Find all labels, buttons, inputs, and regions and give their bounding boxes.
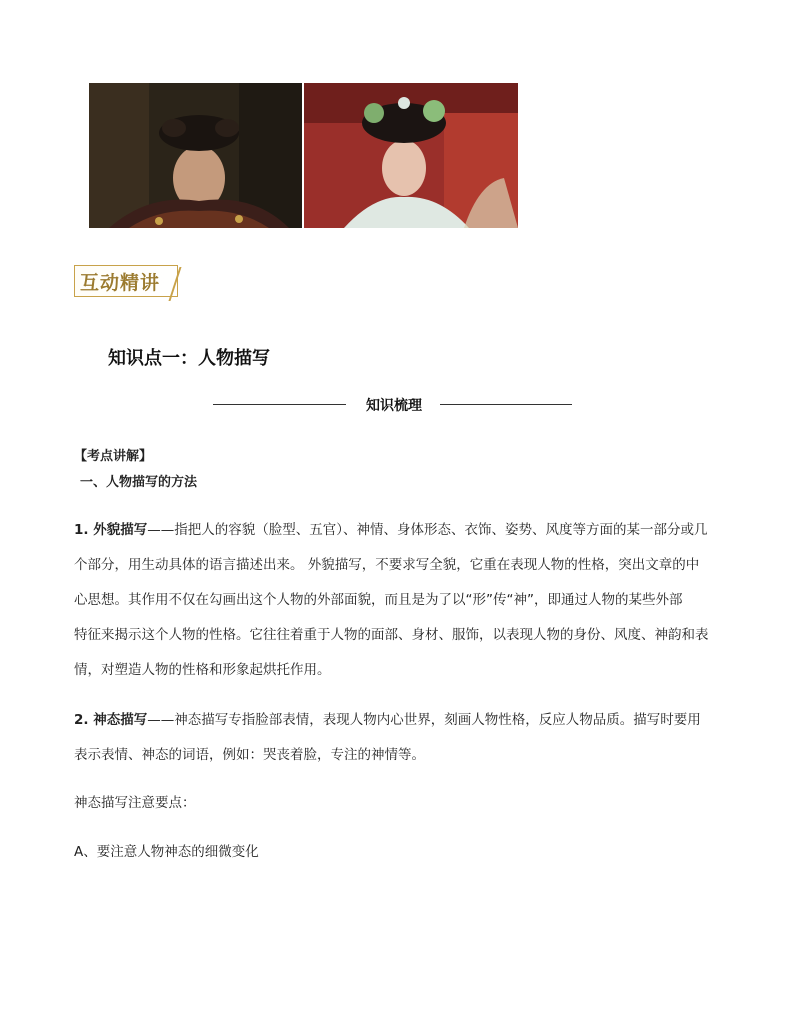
- appearance-text-1: ——指把人的容貌（脸型、五官）、神情、身体形态、衣饰、姿势、风度等方面的某一部分或几: [147, 522, 708, 538]
- banner-title: 互动精讲: [80, 272, 161, 294]
- appearance-lead: 1. 外貌描写: [74, 522, 148, 538]
- knowledge-point-title: 知识点一：人物描写: [108, 348, 270, 369]
- paragraph-expression-line-1: [74, 702, 701, 738]
- photo-right: [304, 83, 518, 228]
- exam-heading: 【考点讲解】: [74, 449, 153, 464]
- paragraph-expression-line-2: 表示表情、神态的词语，例如：哭丧着脸，专注的神情等。: [74, 747, 425, 763]
- paragraph-appearance-line-2: 个部分，用生动具体的语言描述出来。 外貌描写，不要求写全貌，它重在表现人物的性格，突出文章的中: [74, 557, 700, 573]
- expression-lead: 2. 神态描写: [74, 712, 148, 728]
- photo-left: [89, 83, 302, 228]
- divider-line-right: [440, 404, 572, 405]
- divider-line-left: [213, 404, 346, 405]
- expression-text-1: ——神态描写专指脸部表情，表现人物内心世界，刻画人物性格，反应人物品质。描写时要用: [147, 712, 701, 728]
- section-banner: [74, 265, 184, 299]
- paragraph-appearance-line-5: 情，对塑造人物的性格和形象起烘托作用。: [74, 662, 331, 678]
- paragraph-appearance-line-1: [74, 512, 707, 548]
- expression-notes-heading: 神态描写注意要点：: [74, 795, 196, 811]
- paragraph-appearance-line-4: 特征来揭示这个人物的性格。它往往着重于人物的面部、身材、服饰，以表现人物的身份、风度、神韵和表: [74, 627, 709, 643]
- divider-label: 知识梳理: [366, 398, 422, 414]
- paragraph-appearance-line-3: 心思想。其作用不仅在勾画出这个人物的外部面貌，而且是为了以“形”传“神”，即通过人物的某些外部: [74, 592, 683, 608]
- method-subheading: 一、人物描写的方法: [80, 475, 198, 490]
- expression-note-a: A、要注意人物神态的细微变化: [74, 844, 259, 860]
